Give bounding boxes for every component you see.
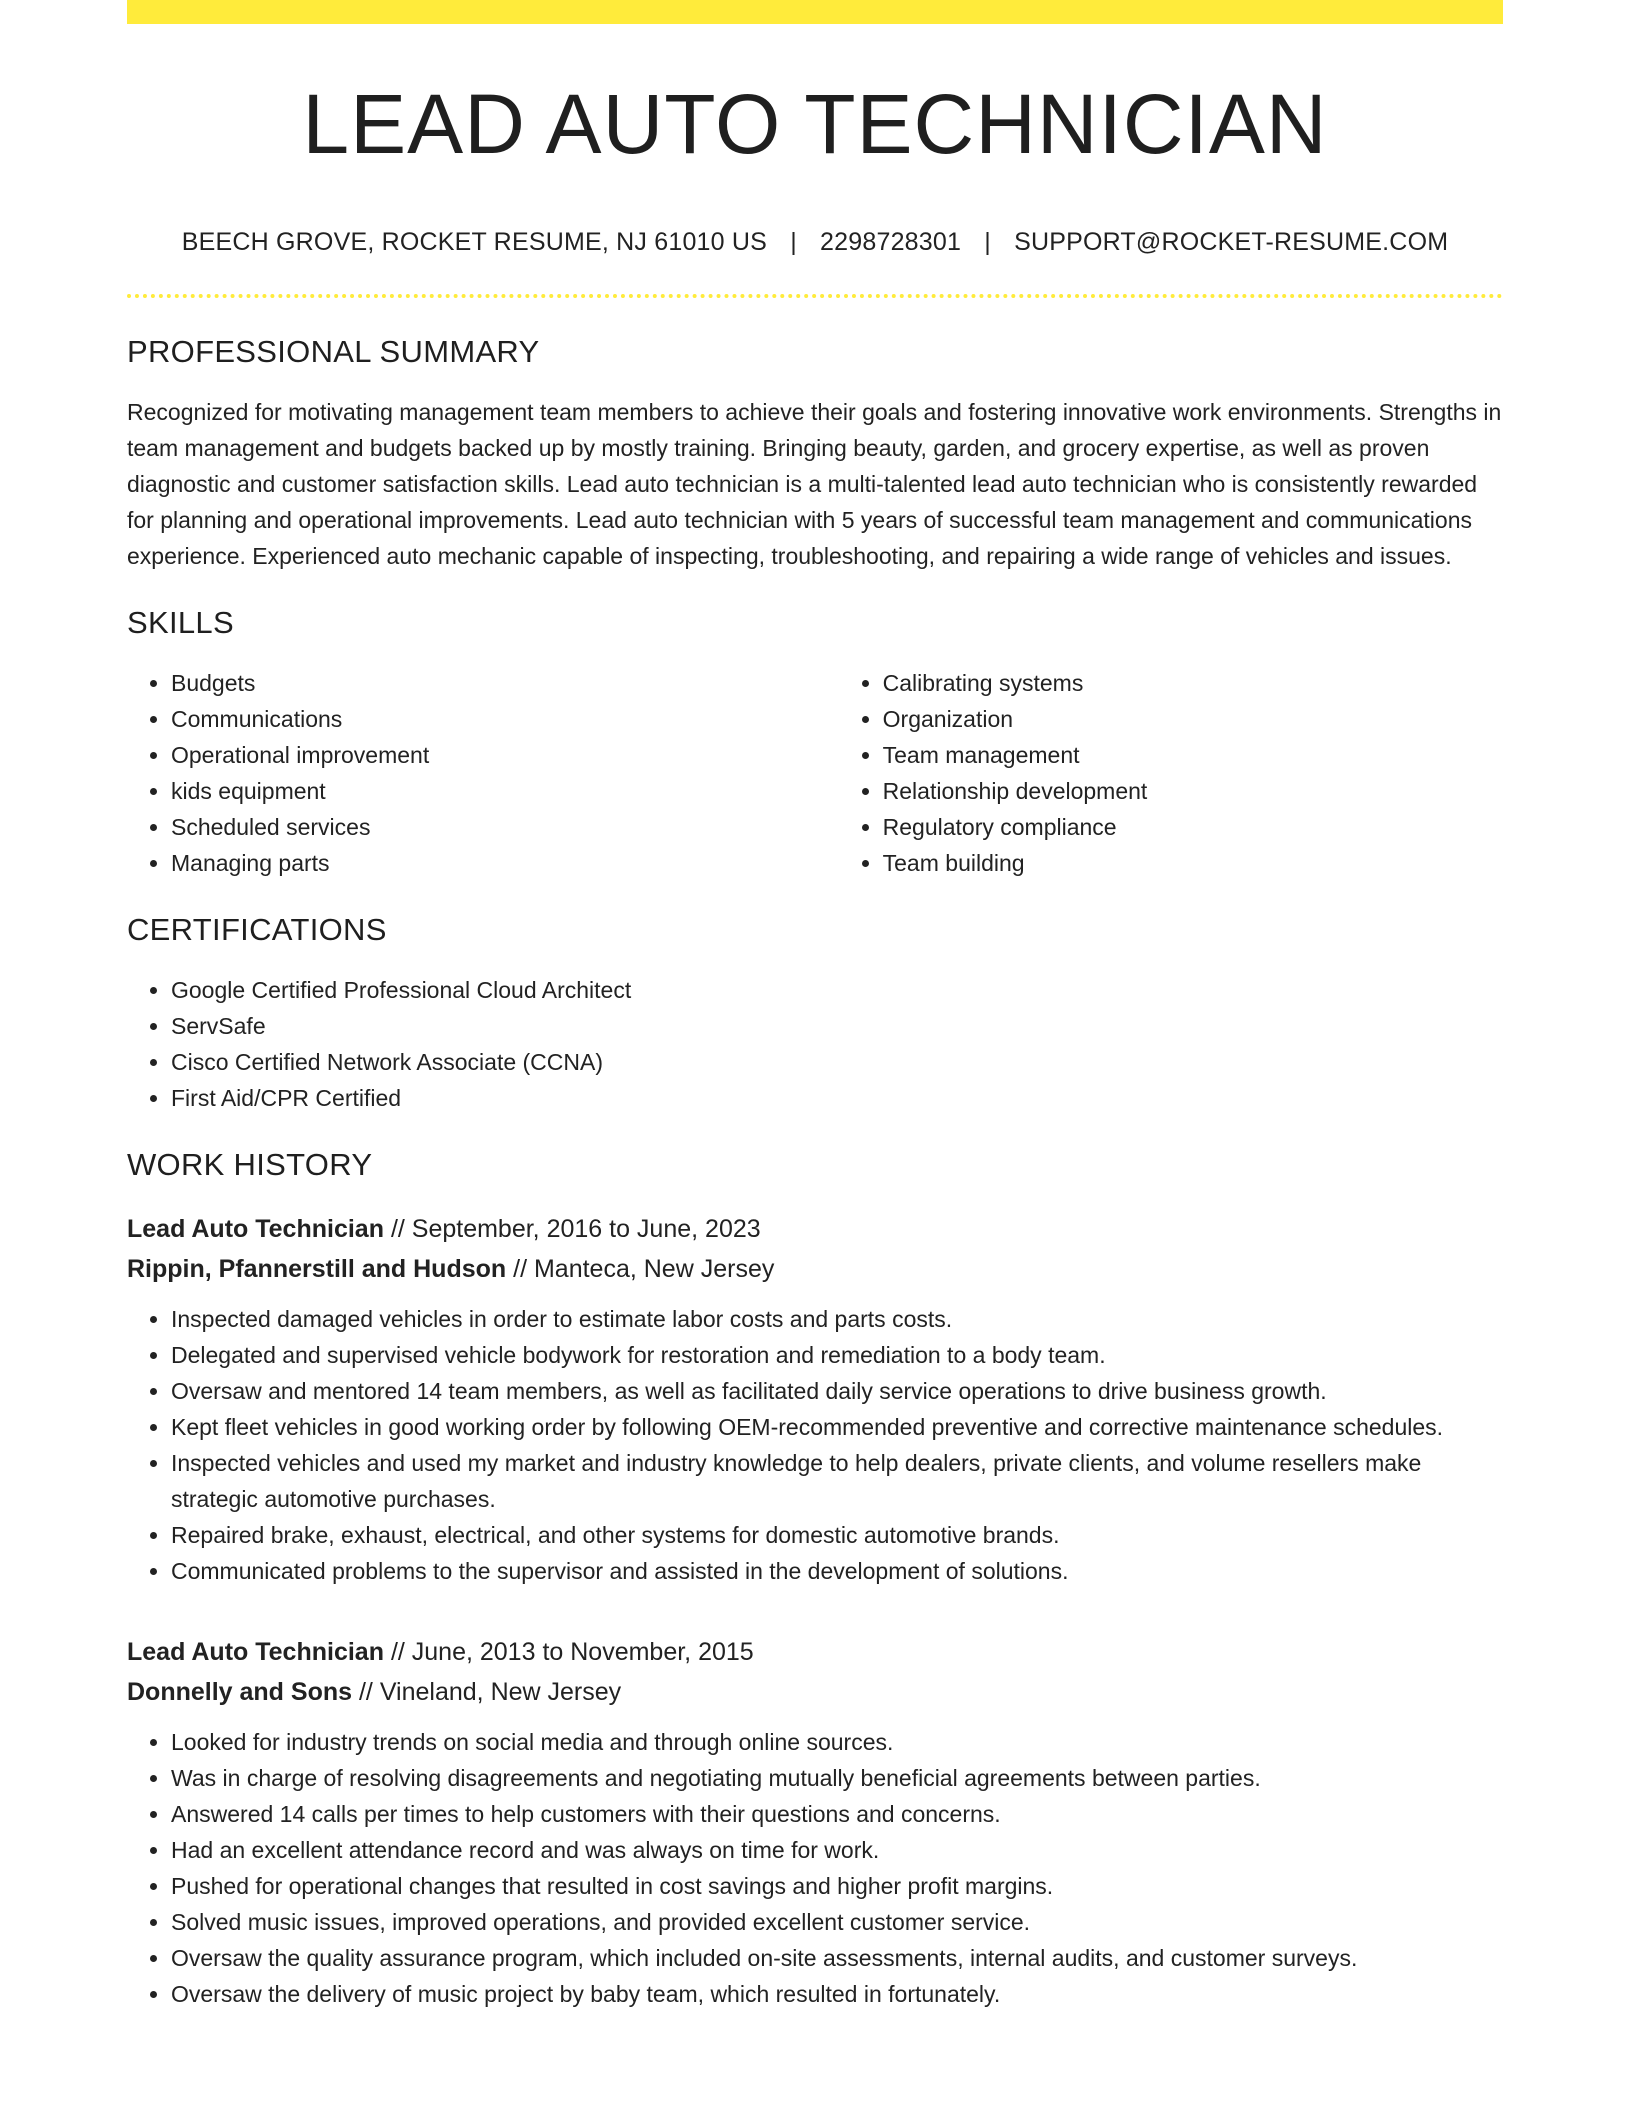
job-bullet: • Communicated problems to the supervisor and assisted in the development of solutions. (171, 1553, 1503, 1589)
skill-item: • Communications (171, 701, 839, 737)
skill-item: • kids equipment (171, 773, 839, 809)
certification-item: • ServSafe (171, 1008, 1503, 1044)
contact-address: BEECH GROVE, ROCKET RESUME, NJ 61010 US (181, 228, 768, 256)
skill-item: • Operational improvement (171, 737, 839, 773)
contact-email: SUPPORT@ROCKET-RESUME.COM (1014, 228, 1449, 256)
job-bullet: • Repaired brake, exhaust, electrical, and other systems for domestic automotive brands. (171, 1517, 1503, 1553)
skills-grid (127, 665, 1503, 881)
skill-item: • Organization (883, 701, 1503, 737)
job-bullet: • Solved music issues, improved operations, and provided excellent customer service. (171, 1904, 1503, 1940)
contact-separator: | (984, 228, 991, 256)
skills-column-left (127, 665, 839, 881)
skill-item: • Regulatory compliance (883, 809, 1503, 845)
job-title-line (127, 1209, 1503, 1249)
job-bullet: • Pushed for operational changes that resulted in cost savings and higher profit margins. (171, 1868, 1503, 1904)
skill-item: • Team management (883, 737, 1503, 773)
certifications-heading: CERTIFICATIONS (127, 912, 387, 947)
job-company: Rippin, Pfannerstill and Hudson (127, 1255, 507, 1283)
job-title: Lead Auto Technician (127, 1638, 384, 1666)
job-title: Lead Auto Technician (127, 1215, 384, 1243)
job-company: Donnelly and Sons (127, 1678, 353, 1706)
header-divider (127, 294, 1503, 298)
job-location: // Manteca, New Jersey (513, 1255, 775, 1283)
job-bullets (127, 1301, 1503, 1589)
job-location: // Vineland, New Jersey (358, 1678, 622, 1706)
job-company-line (127, 1672, 1503, 1712)
job-bullet: • Delegated and supervised vehicle bodywork for restoration and remediation to a body team. (171, 1337, 1503, 1373)
summary-text: Recognized for motivating management team members to achieve their goals and fostering innovative work environments. Strengths in team management and budgets backed up by mostly training. Bringing beauty, garden, and grocery expertise, as well as proven diagnostic and customer satisfaction skills. Lead auto technician is a multi-talented lead auto technician who is consistently rewarded for planning and operational improvements. Lead auto technician with 5 years of successful team management and communications experience. Experienced auto mechanic capable of inspecting, troubleshooting, and repairing a wide range of vehicles and issues. (127, 399, 1502, 569)
job-dates: // June, 2013 to November, 2015 (390, 1638, 754, 1666)
certification-item: • Cisco Certified Network Associate (CCNA) (171, 1044, 1503, 1080)
job-bullet: • Oversaw and mentored 14 team members, as well as facilitated daily service operations to drive business growth. (171, 1373, 1503, 1409)
job-bullet: • Was in charge of resolving disagreements and negotiating mutually beneficial agreements between parties. (171, 1760, 1503, 1796)
job-dates: // September, 2016 to June, 2023 (390, 1215, 761, 1243)
job-bullet: • Inspected damaged vehicles in order to estimate labor costs and parts costs. (171, 1301, 1503, 1337)
summary-heading: PROFESSIONAL SUMMARY (127, 334, 540, 369)
certification-item: • First Aid/CPR Certified (171, 1080, 1503, 1116)
job-bullets (127, 1724, 1503, 2012)
skills-column-right (839, 665, 1503, 881)
certification-item: • Google Certified Professional Cloud Architect (171, 972, 1503, 1008)
resume-page (127, 0, 1503, 2012)
candidate-name: LEAD AUTO TECHNICIAN (302, 77, 1328, 171)
job-bullet: • Had an excellent attendance record and was always on time for work. (171, 1832, 1503, 1868)
contact-phone: 2298728301 (820, 228, 962, 256)
work-history-heading: WORK HISTORY (127, 1147, 373, 1182)
job-entry (127, 1209, 1503, 1589)
skill-item: • Scheduled services (171, 809, 839, 845)
job-entry (127, 1632, 1503, 2012)
contact-line (127, 230, 1503, 255)
top-accent-bar (127, 0, 1503, 24)
skill-item: • Calibrating systems (883, 665, 1503, 701)
certifications-list (127, 972, 1503, 1116)
job-bullet: • Oversaw the delivery of music project by baby team, which resulted in fortunately. (171, 1976, 1503, 2012)
job-bullet: • Kept fleet vehicles in good working order by following OEM-recommended preventive and corrective maintenance schedules. (171, 1409, 1503, 1445)
job-company-line (127, 1249, 1503, 1289)
job-bullet: • Inspected vehicles and used my market and industry knowledge to help dealers, private clients, and volume resellers make strategic automotive purchases. (171, 1445, 1503, 1517)
skill-item: • Budgets (171, 665, 839, 701)
job-bullet: • Answered 14 calls per times to help customers with their questions and concerns. (171, 1796, 1503, 1832)
skill-item: • Team building (883, 845, 1503, 881)
skills-heading: SKILLS (127, 605, 234, 640)
job-bullet: • Looked for industry trends on social media and through online sources. (171, 1724, 1503, 1760)
skill-item: • Relationship development (883, 773, 1503, 809)
contact-separator: | (790, 228, 797, 256)
skill-item: • Managing parts (171, 845, 839, 881)
job-title-line (127, 1632, 1503, 1672)
job-bullet: • Oversaw the quality assurance program, which included on-site assessments, internal audits, and customer surveys. (171, 1940, 1503, 1976)
